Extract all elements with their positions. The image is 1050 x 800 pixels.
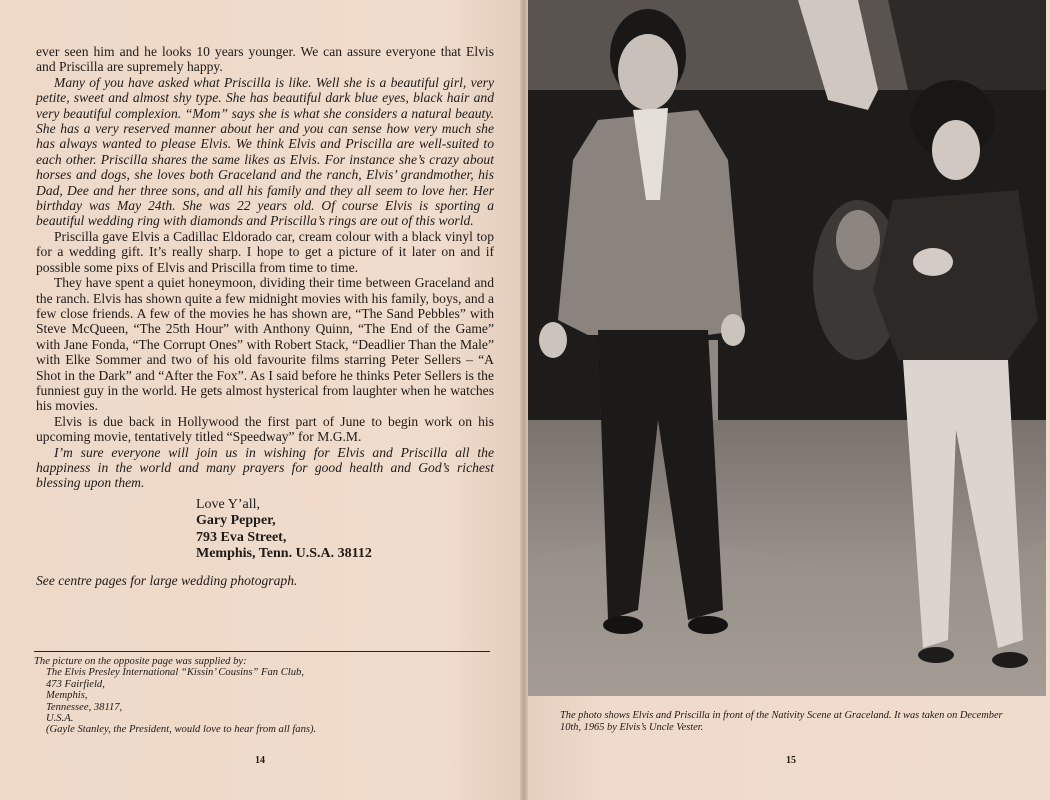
book-gutter (520, 0, 528, 800)
author-city: Memphis, Tenn. U.S.A. 38112 (196, 546, 372, 562)
article-paragraph: ever seen him and he looks 10 years younger. We can assure everyone that Elvis and Priscilla are supremely happy. (36, 44, 494, 75)
article-body (36, 44, 494, 588)
article-paragraph: They have spent a quiet honeymoon, dividing their time between Graceland and the ranch. Elvis has shown quite a few midnight movies with his family, boys, and a few close friends. A few of the movies he has shown are, “The Sand Pebbles” with Steve McQueen, “The 25th Hour” with Anthony Quinn, “The End of the Game” with Jane Fonda, “The Corrupt Ones” with Robert Stack, “Deadlier Than the Male” with Elke Sommer and two of his old favourite films starring Peter Sellers – “A Shot in the Dark” and “After the Fox”. As I said before he thinks Peter Sellers is the funniest guy in the world. He gets almost hysterical from laughter when he watches his movies. (36, 275, 494, 414)
article-paragraph: Elvis is due back in Hollywood the first part of June to begin work on his upcoming movie, tentatively titled “Speedway” for M.G.M. (36, 413, 494, 445)
page-number-left: 14 (255, 755, 265, 766)
author-name: Gary Pepper, (196, 513, 276, 529)
author-street: 793 Eva Street, (196, 529, 287, 545)
photo-illustration (528, 0, 1046, 696)
signoff-block (196, 497, 494, 563)
credit-intro: The picture on the opposite page was supplied by: (34, 656, 247, 667)
signoff-greeting: Love Y’all, (196, 496, 261, 512)
credit-line: U.S.A. (46, 713, 74, 725)
page-number-right: 15 (786, 755, 796, 766)
article-paragraph: I’m sure everyone will join us in wishing for Elvis and Priscilla all the happiness in the world and many prayers for good health and God’s richest blessing upon them. (36, 444, 494, 491)
see-centre-note: See centre pages for large wedding photograph. (36, 572, 298, 588)
divider-rule (34, 651, 490, 652)
article-paragraph: Many of you have asked what Priscilla is like. Well she is a beautiful girl, very petite, sweet and almost shy type. She has beautiful dark blue eyes, black hair and very beautiful complexion. “Mom” says she is what she considers a natural beauty. She has a very reserved manner about her and you can sense how very much she has always wanted to please Elvis. We think Elvis and Priscilla are well-suited to each other. Priscilla shares the same likes as Elvis. For instance she’s crazy about horses and dogs, she loves both Graceland and the ranch, Elvis’ grandmother, his Dad, Dee and her three sons, and all his family and they all seem to love her. Her birthday was May 24th. She was 22 years old. Of course Elvis is sporting a beautiful wedding ring with diamonds and Priscilla’s rings are out of this world. (36, 74, 494, 229)
credit-line: 473 Fairfield, (46, 678, 105, 690)
credit-line: Memphis, (46, 690, 88, 702)
credit-note: (Gayle Stanley, the President, would love to hear from all fans). (46, 724, 317, 736)
article-paragraph: Priscilla gave Elvis a Cadillac Eldorado car, cream colour with a black vinyl top for a wedding gift. It’s really sharp. I hope to get a picture of it later on and if possible some pixs of Elvis and Priscilla from time to time. (36, 228, 494, 275)
credit-line: The Elvis Presley International “Kissin’ Cousins” Fan Club, (46, 667, 304, 679)
wedding-couple-photo (528, 0, 1046, 696)
left-page (0, 0, 522, 800)
photo-caption: The photo shows Elvis and Priscilla in front of the Nativity Scene at Graceland. It was taken on December 10th, 1965 by Elvis’s Uncle Vester. (560, 710, 1003, 733)
photo-credit-block (34, 656, 494, 736)
credit-line: Tennessee, 38117, (46, 701, 123, 713)
